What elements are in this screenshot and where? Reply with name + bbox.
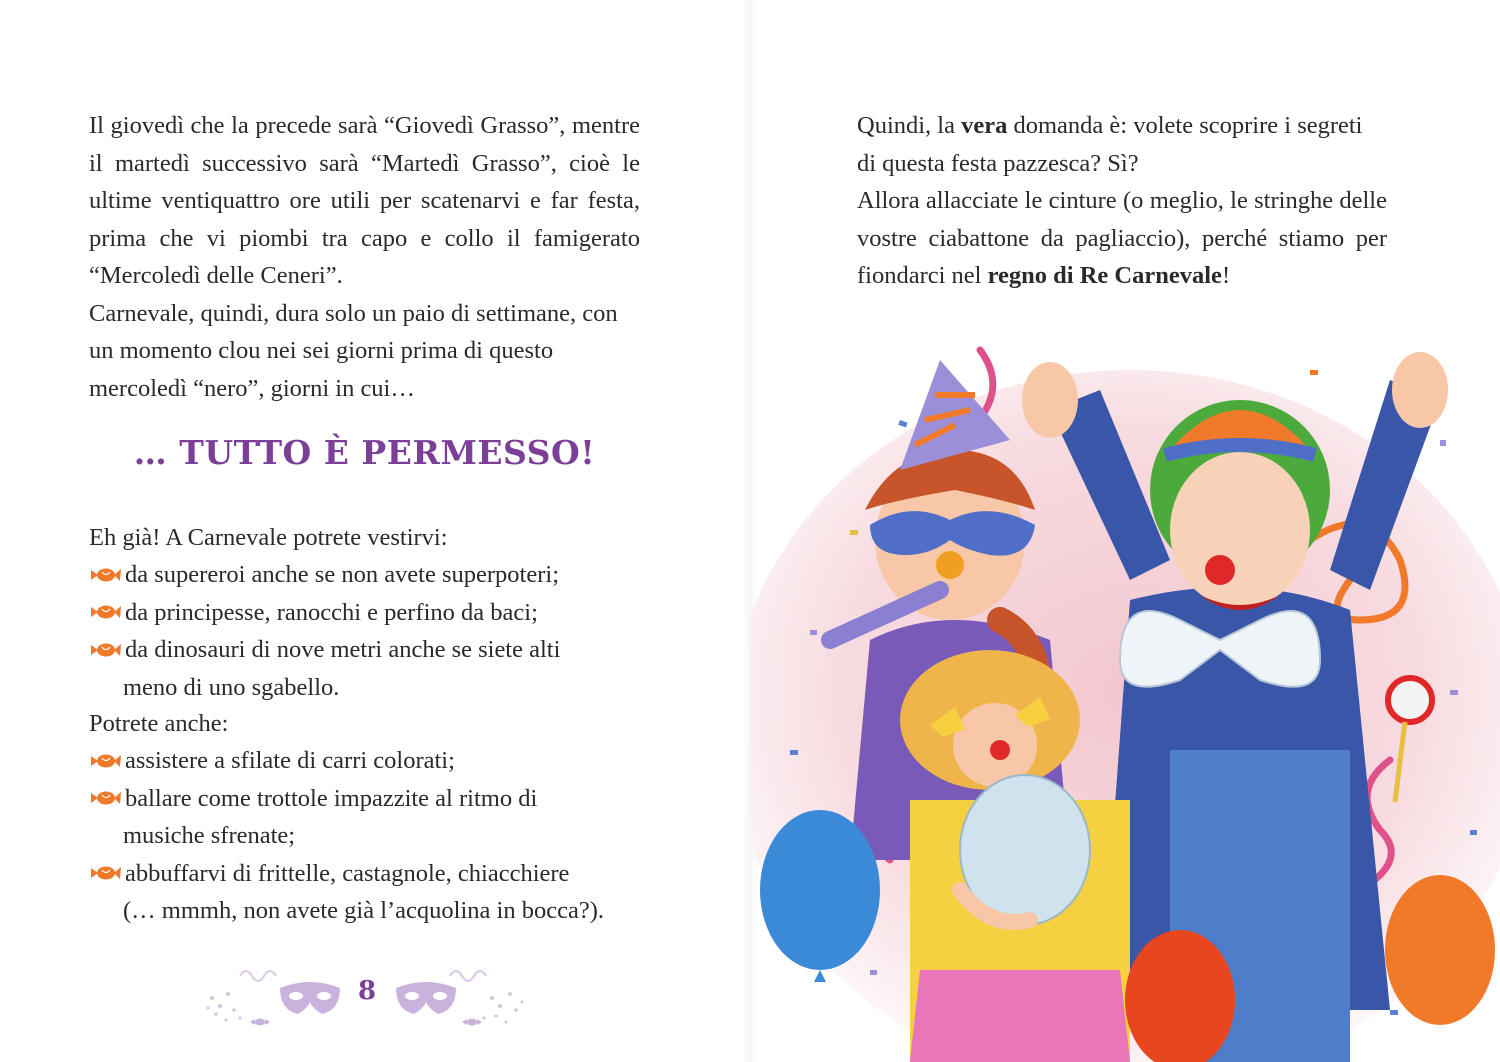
candy-bullet-icon xyxy=(89,594,125,632)
list-item xyxy=(89,594,640,632)
text-span: Allora allacciate le cinture (o meglio, le stringhe delle vostre ciabattone da pagliaccio), perché stiamo per fiondarci nel xyxy=(857,187,1387,289)
right-page xyxy=(750,0,1500,1062)
list-item-text: da supereroi anche se non avete superpoteri; xyxy=(125,561,560,588)
costume-intro: Eh già! A Carnevale potrete vestirvi: xyxy=(89,524,448,551)
text-span: ! xyxy=(1221,262,1231,289)
list-item xyxy=(89,780,640,855)
page-number: 8 xyxy=(357,976,377,1006)
candy-bullet-icon xyxy=(89,855,125,893)
candy-bullet-icon xyxy=(89,742,125,780)
right-paragraph-1 xyxy=(857,107,1387,182)
activities-intro: Potrete anche: xyxy=(89,710,229,737)
page-footer xyxy=(200,958,530,1028)
carnival-mask-icon xyxy=(280,982,340,1014)
candy-bullet-icon xyxy=(89,631,125,669)
list-item xyxy=(89,556,640,594)
list-item-continuation: meno di uno sgabello. xyxy=(123,673,340,701)
text-span: domanda è: volete scoprire i segreti di questa festa pazzesca? Sì? xyxy=(857,112,1363,177)
text-span: Quindi, la xyxy=(857,112,962,139)
list-item-text xyxy=(125,631,640,706)
activities-list xyxy=(89,742,640,930)
list-item-line: ballare come trottole impazzite al ritmo di xyxy=(125,784,538,812)
list-item xyxy=(89,631,640,706)
carnival-illustration xyxy=(750,330,1500,1062)
bold-text: vera xyxy=(961,112,1008,139)
list-item-continuation: musiche sfrenate; xyxy=(123,822,296,849)
carnival-mask-icon xyxy=(396,982,456,1014)
bold-text: regno di Re Carnevale xyxy=(987,262,1222,289)
section-heading: … TUTTO È PERMESSO! xyxy=(133,433,596,472)
right-paragraph-2 xyxy=(857,182,1387,295)
right-body-text xyxy=(857,107,1387,295)
list-item-text: assistere a sfilate di carri colorati; xyxy=(125,747,455,774)
list-item-text xyxy=(125,855,640,930)
paragraph-2: Carnevale, quindi, dura solo un paio di settimane, con un momento clou nei sei giorni prima di questo mercoledì “nero”, giorni in cui… xyxy=(89,299,618,402)
candy-bullet-icon xyxy=(89,556,125,594)
candy-bullet-icon xyxy=(89,780,125,818)
costume-list xyxy=(89,556,640,706)
list-item-line: da dinosauri di nove metri anche se siete alti xyxy=(125,636,561,663)
list-item-line: abbuffarvi di frittelle, castagnole, chiacchiere xyxy=(125,859,570,887)
left-body-text xyxy=(89,107,640,407)
list-item-text: da principesse, ranocchi e perfino da baci; xyxy=(125,598,538,626)
list-item-text xyxy=(125,780,640,855)
list-item xyxy=(89,742,640,780)
list-item-continuation: (… mmmh, non avete già l’acquolina in bocca?). xyxy=(123,897,604,924)
paragraph-1: Il giovedì che la precede sarà “Giovedì Grasso”, mentre il martedì successivo sarà “Martedì Grasso”, cioè le ultime ventiquattro ore utili per scatenarvi e far festa, prima che vi piombi tra capo e collo il famigerato “Mercoledì delle Ceneri”. xyxy=(89,112,640,289)
list-item xyxy=(89,855,640,930)
